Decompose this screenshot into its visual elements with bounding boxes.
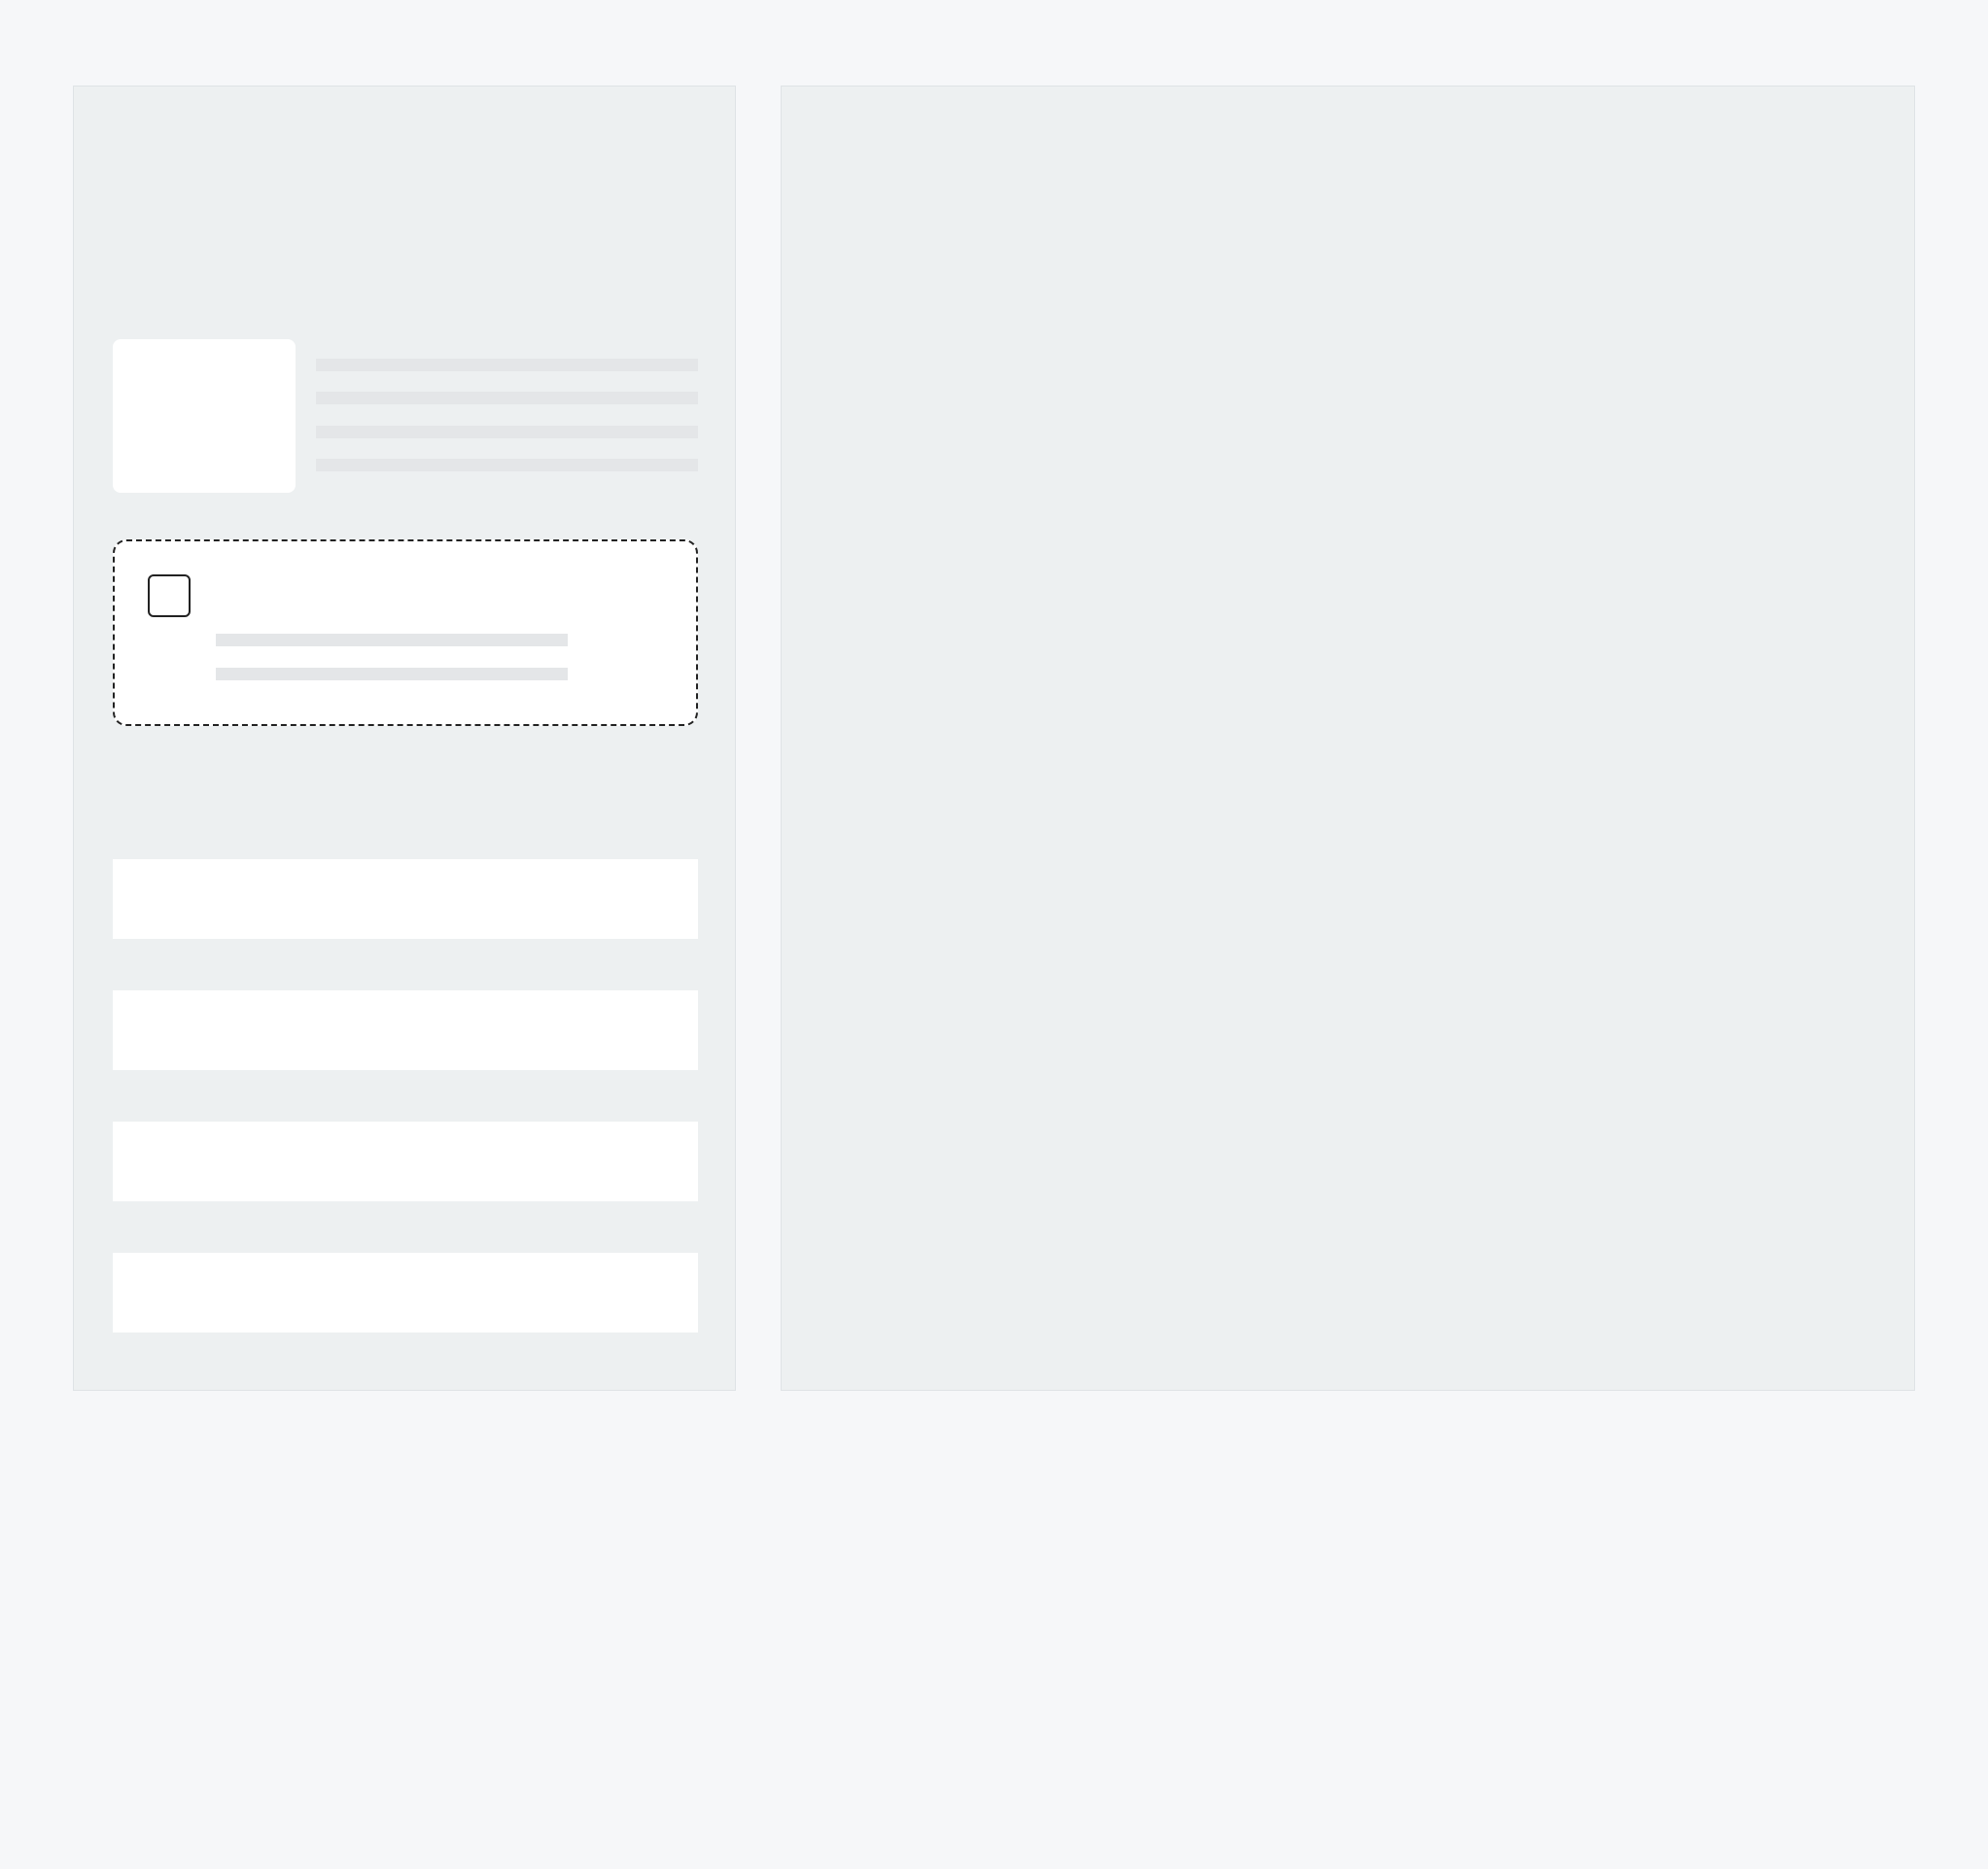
text-placeholder-line bbox=[316, 426, 698, 438]
content-placeholder-block bbox=[113, 1253, 698, 1333]
content-placeholder-block bbox=[113, 1122, 698, 1201]
secondary-product-checkbox[interactable] bbox=[148, 574, 191, 617]
backend-panel bbox=[781, 86, 1915, 1391]
text-placeholder-line bbox=[216, 634, 568, 646]
frontend-secondary-product-box bbox=[113, 539, 698, 726]
content-placeholder-block bbox=[113, 859, 698, 939]
content-placeholder-block bbox=[113, 990, 698, 1070]
frontend-panel bbox=[73, 86, 736, 1391]
text-placeholder-line bbox=[316, 392, 698, 404]
frontend-primary-product-card[interactable] bbox=[113, 339, 296, 493]
text-placeholder-line bbox=[216, 668, 568, 680]
text-placeholder-line bbox=[316, 459, 698, 471]
primary-to-sku-connector bbox=[782, 87, 1916, 1392]
text-placeholder-line bbox=[316, 359, 698, 371]
